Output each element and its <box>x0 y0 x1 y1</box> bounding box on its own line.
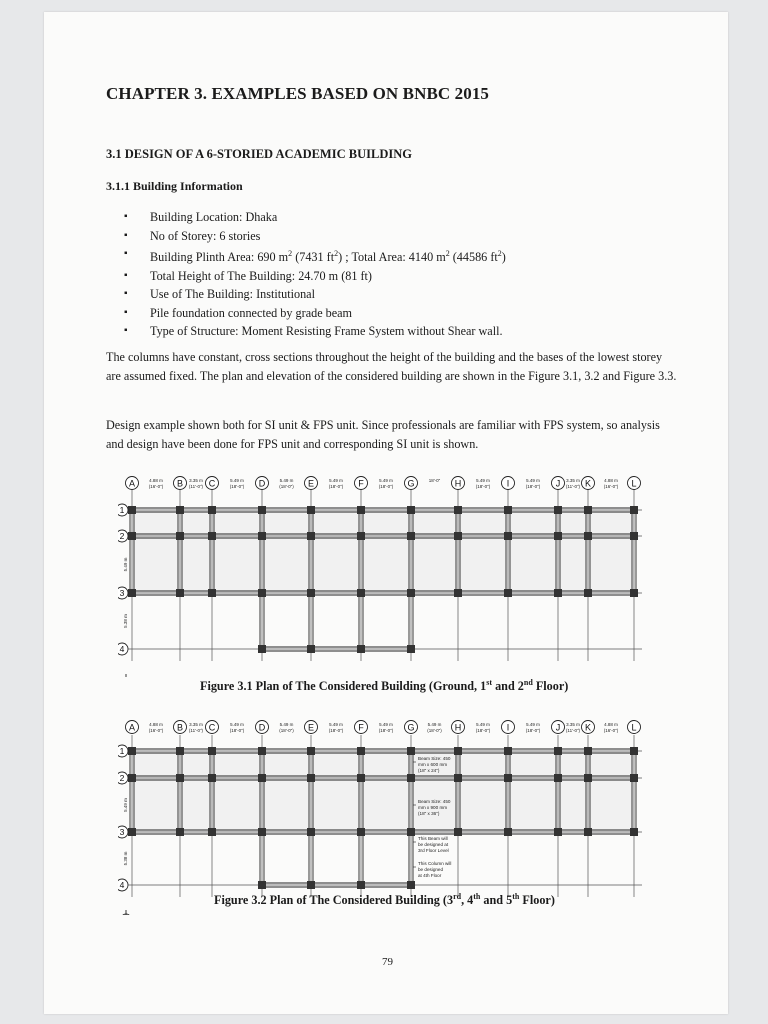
note-text: Beam Size: 450 <box>418 799 451 804</box>
column <box>307 532 315 540</box>
paragraph-units: Design example shown both for SI unit & FPS unit. Since professionals are familiar with FPS system, so analysis and design have been done for FPS unit and corresponding SI unit is shown. <box>106 418 660 451</box>
building-info-list <box>124 208 506 341</box>
span-label-ft: (16'-0") <box>603 484 619 489</box>
column <box>454 747 462 755</box>
column <box>454 828 462 836</box>
superscript: 2 <box>334 249 339 258</box>
column <box>307 589 315 597</box>
list-item-text: Total Height of The Building: 24.70 m (81 ft) <box>150 268 372 283</box>
grid-letter-label: A <box>128 722 136 733</box>
column <box>258 881 266 889</box>
column <box>258 532 266 540</box>
column <box>128 532 136 540</box>
caption-text: and 5 <box>480 893 513 908</box>
column <box>554 532 562 540</box>
slab-area <box>132 510 634 593</box>
span-label-ft: (18'-0") <box>378 728 394 733</box>
span-label: 5.49 m <box>476 722 490 727</box>
caption-text: Figure 3.2 Plan of The Considered Building (3 <box>214 893 454 908</box>
plan-group <box>118 477 642 678</box>
span-label: 4.88 m <box>604 478 618 483</box>
grid-number-label: 1 <box>119 505 125 516</box>
column <box>307 645 315 653</box>
caption-sup: th <box>473 892 481 901</box>
list-item <box>124 285 506 304</box>
column <box>584 774 592 782</box>
grid-letter-label: E <box>307 478 315 489</box>
column <box>208 774 216 782</box>
column <box>208 589 216 597</box>
column <box>176 774 184 782</box>
column <box>307 774 315 782</box>
caption-sup: rd <box>453 892 462 901</box>
slab-area <box>132 751 634 832</box>
column <box>407 589 415 597</box>
column <box>630 506 638 514</box>
column <box>630 828 638 836</box>
span-label: 5.49 m <box>526 722 540 727</box>
section-title: 3.1 DESIGN OF A 6-STORIED ACADEMIC BUILDING <box>106 147 412 161</box>
list-item <box>124 267 506 286</box>
span-label: 5.49 m <box>230 478 244 483</box>
span-label-ft: (18'-0") <box>475 484 491 489</box>
list-item <box>124 227 506 246</box>
grid-number-label: 3 <box>119 588 125 599</box>
column <box>357 532 365 540</box>
row-dimension-label: 5.38 m <box>123 851 128 866</box>
grid-number-label: 4 <box>119 644 125 655</box>
caption-text: , 4 <box>461 893 474 908</box>
page-number: 79 <box>382 956 393 968</box>
list-item-text: (44586 ft <box>449 250 498 265</box>
caption-sup: st <box>486 678 493 687</box>
span-label: 4.88 m <box>604 722 618 727</box>
column <box>357 774 365 782</box>
span-label-ft: (18'-0") <box>427 728 442 733</box>
column <box>307 881 315 889</box>
grid-letter-label: H <box>454 722 462 733</box>
span-label-ft: (18'-0") <box>328 484 344 489</box>
grid-letter-label: D <box>258 478 266 489</box>
span-label: 5.49 m <box>427 722 442 727</box>
list-item-text: Type of Structure: Moment Resisting Frame System without Shear wall. <box>150 324 503 339</box>
note-text: be designed <box>418 867 444 872</box>
span-label-ft: (16'-0") <box>603 728 619 733</box>
grid-letter-label: I <box>506 478 510 489</box>
column <box>357 506 365 514</box>
column <box>554 828 562 836</box>
span-label: 5.49 m <box>476 478 490 483</box>
span-label-ft: (18'-0") <box>279 728 294 733</box>
column <box>307 506 315 514</box>
span-label: 4.88 m <box>149 722 163 727</box>
span-label: 3.35 m <box>566 478 580 483</box>
list-item-text: ) ; Total Area: 4140 m <box>338 250 446 265</box>
list-item <box>124 322 506 341</box>
grid-letter-label: G <box>407 722 415 733</box>
grid-number-label: 4 <box>119 880 125 891</box>
note-text: (18" x 24") <box>418 768 440 773</box>
note-text: be designed at <box>418 842 449 847</box>
subsection-title: 3.1.1 Building Information <box>106 179 243 193</box>
span-label-ft: (18'-0") <box>279 484 294 489</box>
caption-text: Floor) <box>519 893 555 908</box>
note-text: mm x 900 mm <box>418 805 448 810</box>
span-label-ft: (18'-0") <box>229 484 245 489</box>
list-item <box>124 245 506 267</box>
column <box>504 506 512 514</box>
grid-letter-label: I <box>506 722 510 733</box>
span-label-ft: (18'-0") <box>525 728 541 733</box>
column <box>128 828 136 836</box>
column <box>454 506 462 514</box>
note-text: This Beam will <box>418 836 448 841</box>
span-label-ft: (18'-0") <box>475 728 491 733</box>
grid-letter-label: J <box>555 722 561 733</box>
column <box>176 828 184 836</box>
span-label: 5.49 m <box>379 478 393 483</box>
span-label: 5.49 m <box>230 722 244 727</box>
column <box>357 828 365 836</box>
note-text: Beam Size: 450 <box>418 756 451 761</box>
grid-number-label: 1 <box>119 746 125 757</box>
span-label: 5.49 m <box>279 478 294 483</box>
grid-letter-label: K <box>584 478 592 489</box>
grid-letter-label: F <box>358 722 364 733</box>
span-label: 3.35 m <box>189 722 203 727</box>
caption-sup: nd <box>523 678 533 687</box>
list-item-text: ) <box>501 250 506 265</box>
column <box>208 747 216 755</box>
span-label-ft: (11'-0") <box>565 484 581 489</box>
column <box>208 828 216 836</box>
grid-letter-label: K <box>584 722 592 733</box>
column <box>630 774 638 782</box>
grid-letter-label: H <box>454 478 462 489</box>
column <box>258 589 266 597</box>
column <box>258 828 266 836</box>
superscript: 2 <box>445 249 450 258</box>
column <box>554 774 562 782</box>
column <box>208 532 216 540</box>
column <box>128 506 136 514</box>
column <box>357 645 365 653</box>
column <box>258 774 266 782</box>
list-item-text: Building Location: Dhaka <box>150 210 278 224</box>
grid-letter-label: F <box>358 478 364 489</box>
grid-letter-label: D <box>258 722 266 733</box>
caption-sup: th <box>512 892 520 901</box>
column <box>357 881 365 889</box>
note-text: at 4th Floor <box>418 873 442 878</box>
span-label-ft: (11'-0") <box>188 728 204 733</box>
column <box>258 645 266 653</box>
list-item <box>124 304 506 323</box>
plan-group <box>118 721 642 916</box>
column <box>407 881 415 889</box>
figure-3-1-caption <box>200 678 568 694</box>
column <box>454 589 462 597</box>
column <box>258 506 266 514</box>
column <box>208 506 216 514</box>
column <box>584 589 592 597</box>
span-label-ft: (11'-0") <box>565 728 581 733</box>
column <box>307 828 315 836</box>
note-text: This Column will <box>418 861 452 866</box>
document-page <box>44 12 728 1014</box>
column <box>554 589 562 597</box>
caption-text: Figure 3.1 Plan of The Considered Building (Ground, 1 <box>200 679 487 694</box>
span-label-ft: (11'-0") <box>188 484 204 489</box>
note-text: mm x 600 mm <box>418 762 448 767</box>
column <box>504 774 512 782</box>
row-dimension-label: 5.49 m <box>123 798 128 812</box>
column <box>504 532 512 540</box>
grid-number-label: 3 <box>119 827 125 838</box>
grid-letter-label: G <box>407 478 415 489</box>
column <box>407 774 415 782</box>
list-item-text: Pile foundation connected by grade beam <box>150 305 353 320</box>
list-item <box>124 208 506 227</box>
grid-letter-label: C <box>208 722 216 733</box>
caption-text: Floor) <box>532 679 569 694</box>
column <box>407 506 415 514</box>
column <box>630 747 638 755</box>
span-label: 3.35 m <box>566 722 580 727</box>
column <box>584 506 592 514</box>
column <box>176 747 184 755</box>
grid-letter-label: C <box>208 478 216 489</box>
column <box>584 532 592 540</box>
superscript: 2 <box>497 249 502 258</box>
caption-text: and 2 <box>492 679 524 694</box>
column <box>504 828 512 836</box>
chapter-title: CHAPTER 3. EXAMPLES BASED ON BNBC 2015 <box>106 84 490 103</box>
column <box>504 589 512 597</box>
span-label: 3.35 m <box>189 478 203 483</box>
span-label: 5.49 m <box>329 478 343 483</box>
column <box>407 645 415 653</box>
span-label-ft: (18'-0") <box>229 728 245 733</box>
column <box>407 747 415 755</box>
row-dimension-label: 5.49 m <box>123 557 128 572</box>
column <box>630 589 638 597</box>
note-text: 3rd Floor Level <box>418 848 449 853</box>
superscript: 2 <box>288 249 293 258</box>
grid-letter-label: B <box>176 478 184 489</box>
column <box>258 747 266 755</box>
column <box>176 532 184 540</box>
column <box>554 506 562 514</box>
grid-letter-label: B <box>176 722 184 733</box>
list-item-text: Use of The Building: Institutional <box>150 287 315 302</box>
column <box>407 532 415 540</box>
span-label: 4.88 m <box>149 478 163 483</box>
span-label-ft: (18'-0") <box>525 484 541 489</box>
figure-3-1-plan <box>118 462 658 677</box>
column <box>407 828 415 836</box>
column <box>176 589 184 597</box>
column <box>630 532 638 540</box>
column <box>357 747 365 755</box>
grid-number-label: 2 <box>119 773 125 784</box>
paragraph-columns: The columns have constant, cross sections throughout the height of the building and the bases of the lowest storey are assumed fixed. The plan and elevation of the considered building are shown in the Figure 3.1, 3.2 and Figure 3.3. <box>106 350 677 383</box>
span-label: 5.49 m <box>526 478 540 483</box>
column <box>128 589 136 597</box>
grid-letter-label: L <box>631 478 637 489</box>
column <box>128 774 136 782</box>
column <box>504 747 512 755</box>
column <box>454 774 462 782</box>
span-label-ft: (18'-0") <box>328 728 344 733</box>
column <box>357 589 365 597</box>
span-label: 5.49 m <box>279 722 294 727</box>
span-label-ft: (18'-0") <box>378 484 394 489</box>
span-label: 18'-0" <box>428 478 441 483</box>
grid-letter-label: E <box>307 722 315 733</box>
span-label: 5.49 m <box>379 722 393 727</box>
note-text: (18" x 36") <box>418 811 440 816</box>
list-item-text: No of Storey: 6 stories <box>150 228 261 243</box>
column <box>128 747 136 755</box>
grid-number-label: 2 <box>119 531 125 542</box>
figure-3-2-caption <box>214 892 555 908</box>
span-label-ft: (16'-0") <box>148 728 164 733</box>
grid-letter-label: A <box>128 478 136 489</box>
column <box>554 747 562 755</box>
row-dimension-label: 5.38 m <box>123 614 128 628</box>
span-label-ft: (16'-0") <box>148 484 164 489</box>
column <box>584 747 592 755</box>
column <box>176 506 184 514</box>
figure-3-2-plan <box>118 705 658 915</box>
span-label: 5.49 m <box>329 722 343 727</box>
grid-letter-label: L <box>631 722 637 733</box>
column <box>307 747 315 755</box>
grid-letter-label: J <box>555 478 561 489</box>
list-item-text: Building Plinth Area: 690 m <box>150 250 289 265</box>
list-item-text: (7431 ft <box>292 250 335 265</box>
column <box>584 828 592 836</box>
column <box>454 532 462 540</box>
